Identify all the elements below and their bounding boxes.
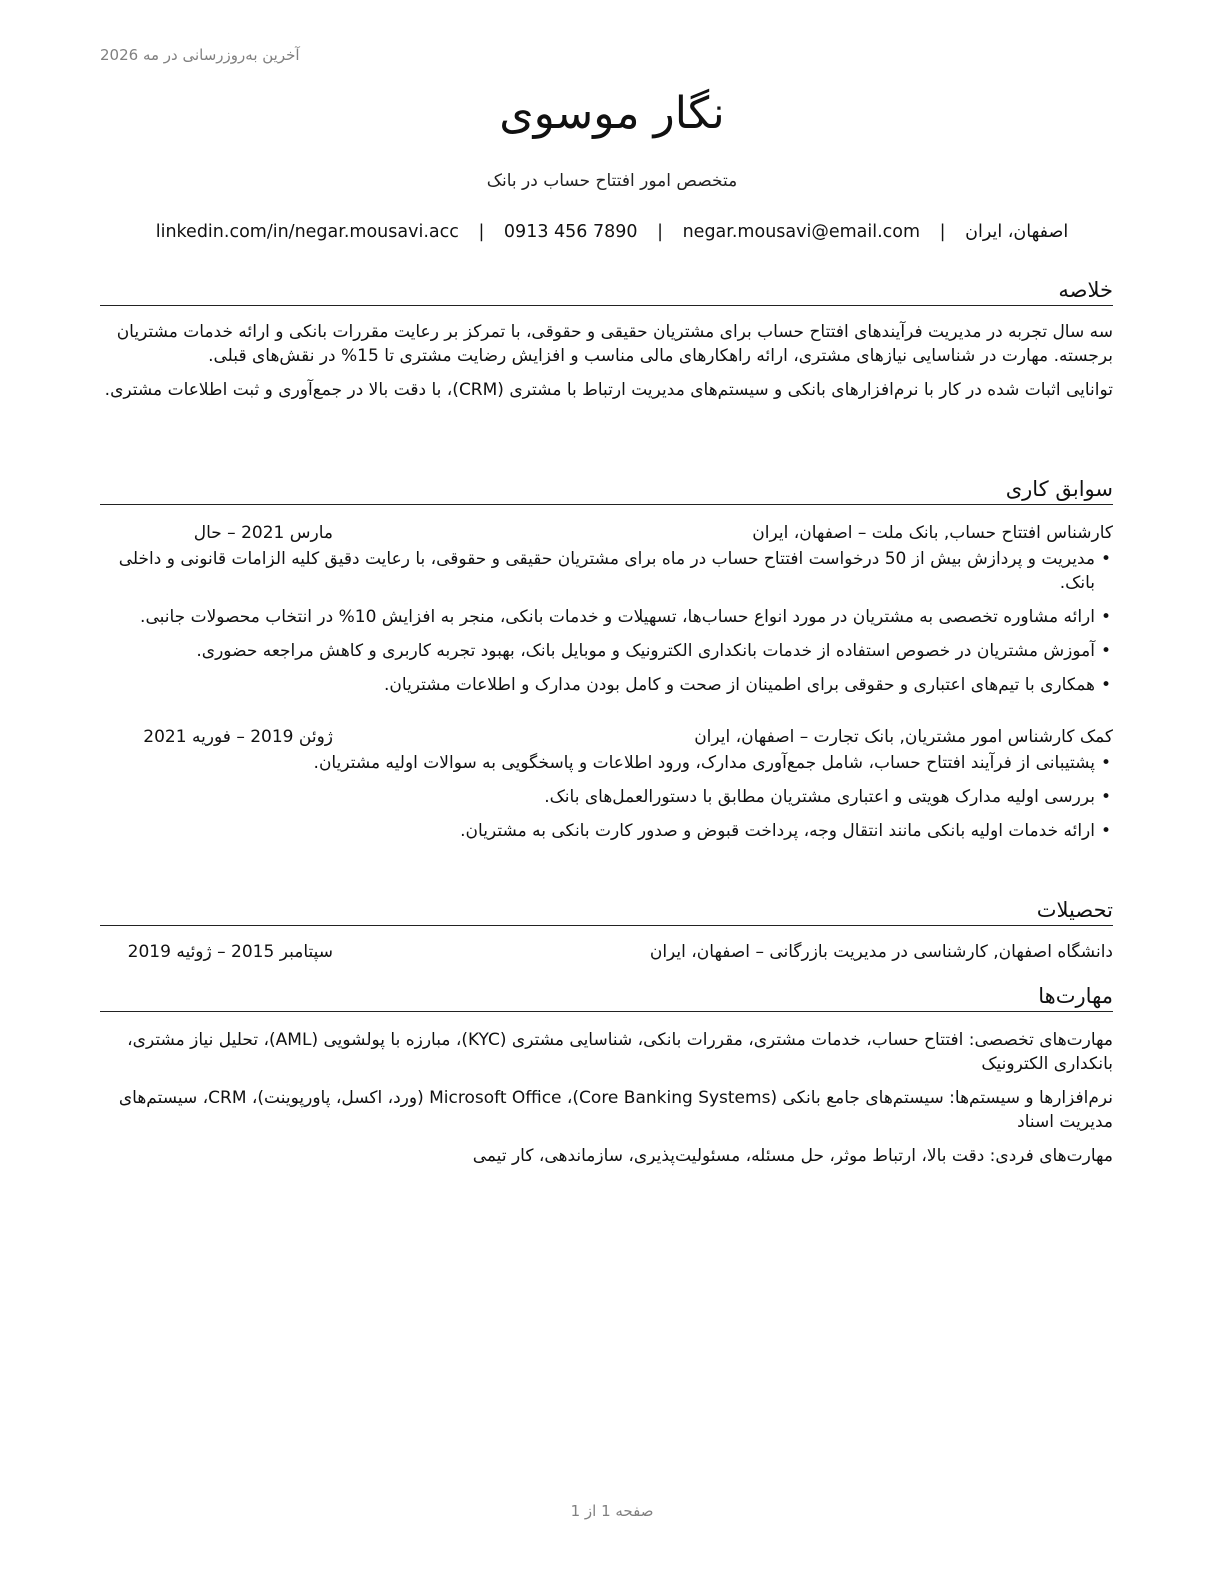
skills-line: مهارت‌های فردی: دقت بالا، ارتباط موثر، حل مسئله، مسئولیت‌پذیری، سازماندهی، کار تیمی <box>472 1146 1113 1166</box>
job-bullets <box>100 751 1113 843</box>
job-header <box>100 725 1113 749</box>
skills-line: نرم‌افزارها و سیستم‌ها: سیستم‌های جامع بانکی (Core Banking Systems)، Microsoft Office (ورد، اکسل، پاورپوینت)، CRM، سیستم‌های مدیریت اسناد <box>118 1088 1113 1132</box>
education-dates: سپتامبر 2015 – ژوئیه 2019 <box>127 942 333 962</box>
summary-paragraph: سه سال تجربه در مدیریت فرآیندهای افتتاح حساب برای مشتریان حقیقی و حقوقی، با تمرکز بر رعایت مقررات بانکی و ارائه خدمات مشتریان برجسته. مهارت در شناسایی نیازهای مشتری، ارائه راهکارهای مالی مناسب و افزایش رضایت مشتری تا 15% در نقش‌های قبلی. <box>116 322 1113 366</box>
contact-separator: | <box>657 222 664 242</box>
contact-phone[interactable]: 0913 456 7890 <box>503 222 638 242</box>
summary-heading: خلاصه <box>100 276 1113 306</box>
job-bullet: • مدیریت و پردازش بیش از 50 درخواست افتتاح حساب در ماه برای مشتریان حقیقی و حقوقی، با رعایت دقیق کلیه الزامات قانونی و داخلی بانک. <box>100 547 1113 595</box>
contact-separator: | <box>478 222 485 242</box>
job-bullet: • بررسی اولیه مدارک هویتی و اعتباری مشتریان مطابق با دستورالعمل‌های بانک. <box>100 785 1113 809</box>
skills-section <box>100 982 1113 1168</box>
job-bullet: • ارائه مشاوره تخصصی به مشتریان در مورد انواع حساب‌ها، تسهیلات و خدمات بانکی، منجر به افزایش 10% در انتخاب محصولات جانبی. <box>100 605 1113 629</box>
job-bullet: • آموزش مشتریان در خصوص استفاده از خدمات بانکداری الکترونیک و موبایل بانک، بهبود تجربه کاربری و کاهش مراجعه حضوری. <box>100 639 1113 663</box>
education-degree: دانشگاه اصفهان, کارشناسی در مدیریت بازرگانی – اصفهان، ایران <box>649 942 1113 962</box>
skills-heading: مهارت‌ها <box>100 982 1113 1012</box>
job-role: کمک کارشناس امور مشتریان, بانک تجارت – اصفهان، ایران <box>694 727 1113 747</box>
education-section <box>100 896 1113 964</box>
contact-email[interactable]: negar.mousavi@email.com <box>682 222 921 242</box>
job-bullets <box>100 547 1113 697</box>
experience-section <box>100 475 1113 843</box>
skills-line: مهارت‌های تخصصی: افتتاح حساب، خدمات مشتری، مقررات بانکی، شناسایی مشتری (KYC)، مبارزه با پولشویی (AML)، تحلیل نیاز مشتری، بانکداری الکترونیک <box>127 1030 1113 1074</box>
contact-separator: | <box>939 222 946 242</box>
contact-linkedin[interactable]: linkedin.com/in/negar.mousavi.acc <box>155 222 459 242</box>
experience-heading: سوابق کاری <box>100 475 1113 505</box>
summary-paragraph: توانایی اثبات شده در کار با نرم‌افزارهای بانکی و سیستم‌های مدیریت ارتباط با مشتری (CRM)، با دقت بالا در جمع‌آوری و ثبت اطلاعات مشتری. <box>104 380 1113 400</box>
contact-line <box>100 222 1124 242</box>
contact-location: اصفهان، ایران <box>965 222 1069 242</box>
job-role: کارشناس افتتاح حساب, بانک ملت – اصفهان، ایران <box>752 523 1113 543</box>
job-entry <box>100 521 1113 697</box>
candidate-title: متخصص امور افتتاح حساب در بانک <box>486 171 738 191</box>
summary-section <box>100 276 1113 402</box>
job-entry <box>100 725 1113 843</box>
job-bullet: • همکاری با تیم‌های اعتباری و حقوقی برای اطمینان از صحت و کامل بودن مدارک و اطلاعات مشتریان. <box>100 673 1113 697</box>
job-dates: ژوئن 2019 – فوریه 2021 <box>143 727 333 747</box>
page-number: صفحه 1 از 1 <box>570 1502 654 1520</box>
last-updated-note: آخرین به‌روزرسانی در مه 2026 <box>100 46 300 64</box>
job-bullet: • پشتیبانی از فرآیند افتتاح حساب، شامل جمع‌آوری مدارک، ورود اطلاعات و پاسخگویی به سوالات اولیه مشتریان. <box>100 751 1113 775</box>
job-header <box>100 521 1113 545</box>
education-entry <box>100 940 1113 964</box>
education-heading: تحصیلات <box>100 896 1113 926</box>
job-bullet: • ارائه خدمات اولیه بانکی مانند انتقال وجه، پرداخت قبوض و صدور کارت بانکی به مشتریان. <box>100 819 1113 843</box>
job-dates: مارس 2021 – حال <box>193 523 333 543</box>
candidate-name: نگار موسوی <box>499 88 725 139</box>
